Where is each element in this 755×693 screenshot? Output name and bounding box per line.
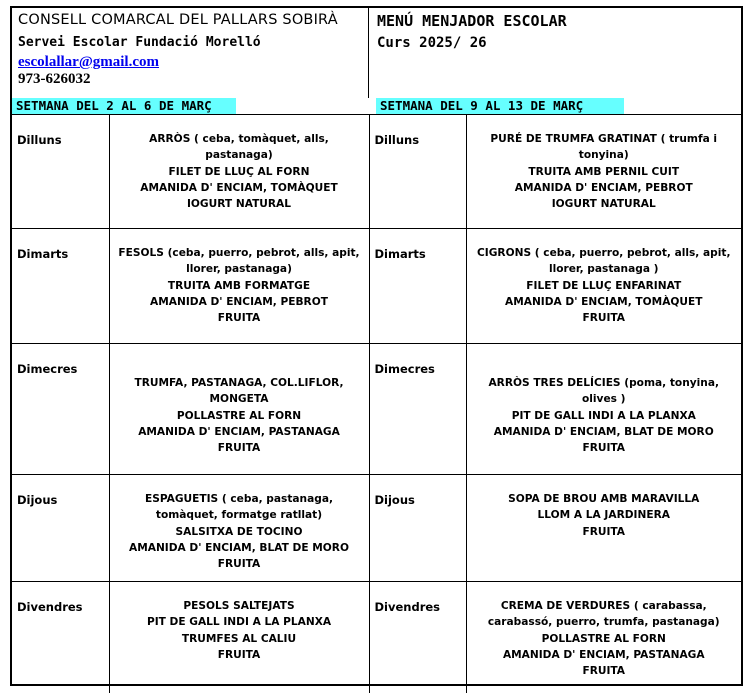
dish-list	[466, 229, 741, 344]
dish-item: FRUITA	[582, 442, 626, 455]
dish-list	[109, 582, 369, 693]
phone-number: 973-626032	[18, 71, 91, 87]
organization-name: CONSELL COMARCAL DEL PALLARS SOBIRÀ	[18, 12, 338, 28]
dish-item: ARRÒS ( ceba, tomàquet, alls, pastanaga)	[149, 133, 329, 162]
dish-list	[466, 475, 741, 582]
dish-item: TRUITA AMB PERNIL CUIT	[528, 165, 680, 178]
menu-row	[12, 229, 741, 344]
menu-row	[12, 115, 741, 229]
dish-item: AMANIDA D' ENCIAM, TOMÀQUET	[505, 295, 703, 308]
dish-item: PIT DE GALL INDI A LA PLANXA	[511, 409, 696, 422]
day-name: Dimarts	[369, 229, 466, 344]
day-name: Dilluns	[12, 115, 109, 229]
day-name: Dijous	[12, 475, 109, 582]
dish-item: CIGRONS ( ceba, puerro, pebrot, alls, apit, llorer, pastanaga )	[477, 247, 731, 276]
dish-item: TRUMFES AL CALIU	[181, 632, 297, 645]
day-name: Dimecres	[369, 344, 466, 475]
week-2-label: SETMANA DEL 9 AL 13 DE MARÇ	[376, 98, 624, 114]
dish-item: FRUITA	[217, 312, 261, 325]
dish-item: POLLASTRE AL FORN	[176, 409, 302, 422]
dish-item: FRUITA	[582, 665, 626, 678]
header-organization-block	[12, 8, 369, 98]
dish-item: TRUITA AMB FORMATGE	[167, 279, 311, 292]
course-year: Curs 2025/ 26	[377, 35, 487, 51]
dish-item: ARRÒS TRES DELÍCIES (poma, tonyina, olives )	[488, 377, 719, 406]
dish-item: AMANIDA D' ENCIAM, BLAT DE MORO	[129, 541, 349, 554]
menu-table	[12, 114, 741, 693]
dish-item: POLLASTRE AL FORN	[541, 632, 666, 645]
dish-list	[109, 475, 369, 582]
dish-item: PESOLS SALTEJATS	[183, 600, 295, 612]
dish-item: FRUITA	[582, 312, 626, 325]
menu-title: MENÚ MENJADOR ESCOLAR	[377, 12, 567, 30]
dish-item: FESOLS (ceba, puerro, pebrot, alls, apit, llorer, pastanaga)	[118, 247, 360, 276]
day-name: Dimarts	[12, 229, 109, 344]
dish-item: AMANIDA D' ENCIAM, PEBROT	[150, 295, 328, 308]
dish-item: IOGURT NATURAL	[186, 198, 292, 211]
dish-item: IOGURT NATURAL	[551, 198, 656, 211]
menu-row	[12, 344, 741, 475]
day-name: Divendres	[12, 582, 109, 693]
menu-row	[12, 582, 741, 693]
dish-item: ESPAGUETIS ( ceba, pastanaga, tomàquet, formatge ratllat)	[144, 493, 333, 522]
header-menu-block	[369, 8, 741, 98]
dish-item: FILET DE LLUÇ AL FORN	[168, 165, 310, 178]
day-name: Dilluns	[369, 115, 466, 229]
dish-list	[466, 344, 741, 475]
dish-item: PIT DE GALL INDI A LA PLANXA	[146, 616, 332, 629]
dish-item: AMANIDA D' ENCIAM, TOMÀQUET	[140, 181, 338, 194]
service-name: Servei Escolar Fundació Morelló	[18, 35, 261, 50]
dish-item: FRUITA	[217, 648, 261, 661]
dish-item: FRUITA	[582, 525, 626, 538]
dish-list	[466, 582, 741, 693]
dish-item: TRUMFA, PASTANAGA, COL.LIFLOR, MONGETA	[134, 377, 344, 406]
dish-item: AMANIDA D' ENCIAM, PASTANAGA	[502, 648, 705, 661]
dish-item: PURÉ DE TRUMFA GRATINAT ( trumfa i tonyina)	[490, 133, 718, 162]
day-name: Dimecres	[12, 344, 109, 475]
dish-item: AMANIDA D' ENCIAM, BLAT DE MORO	[493, 425, 714, 438]
menu-document	[10, 6, 743, 686]
week-1-label: SETMANA DEL 2 AL 6 DE MARÇ	[12, 98, 236, 114]
dish-item: FILET DE LLUÇ ENFARINAT	[526, 279, 682, 292]
dish-item: AMANIDA D' ENCIAM, PASTANAGA	[138, 425, 340, 438]
dish-item: FRUITA	[217, 558, 261, 571]
dish-item: SALSITXA DE TOCINO	[175, 525, 303, 538]
dish-item: FRUITA	[217, 442, 261, 455]
dish-list	[109, 344, 369, 475]
email-link[interactable]: escolallar@gmail.com	[18, 54, 159, 70]
dish-item: LLOM A LA JARDINERA	[537, 509, 670, 522]
dish-item: CREMA DE VERDURES ( carabassa, carabassó, puerro, trumfa, pastanaga)	[487, 600, 720, 629]
menu-row	[12, 475, 741, 582]
dish-list	[466, 115, 741, 229]
dish-item: SOPA DE BROU AMB MARAVILLA	[508, 493, 700, 505]
dish-list	[109, 229, 369, 344]
day-name: Dijous	[369, 475, 466, 582]
dish-list	[109, 115, 369, 229]
day-name: Divendres	[369, 582, 466, 693]
dish-item: AMANIDA D' ENCIAM, PEBROT	[514, 181, 693, 194]
